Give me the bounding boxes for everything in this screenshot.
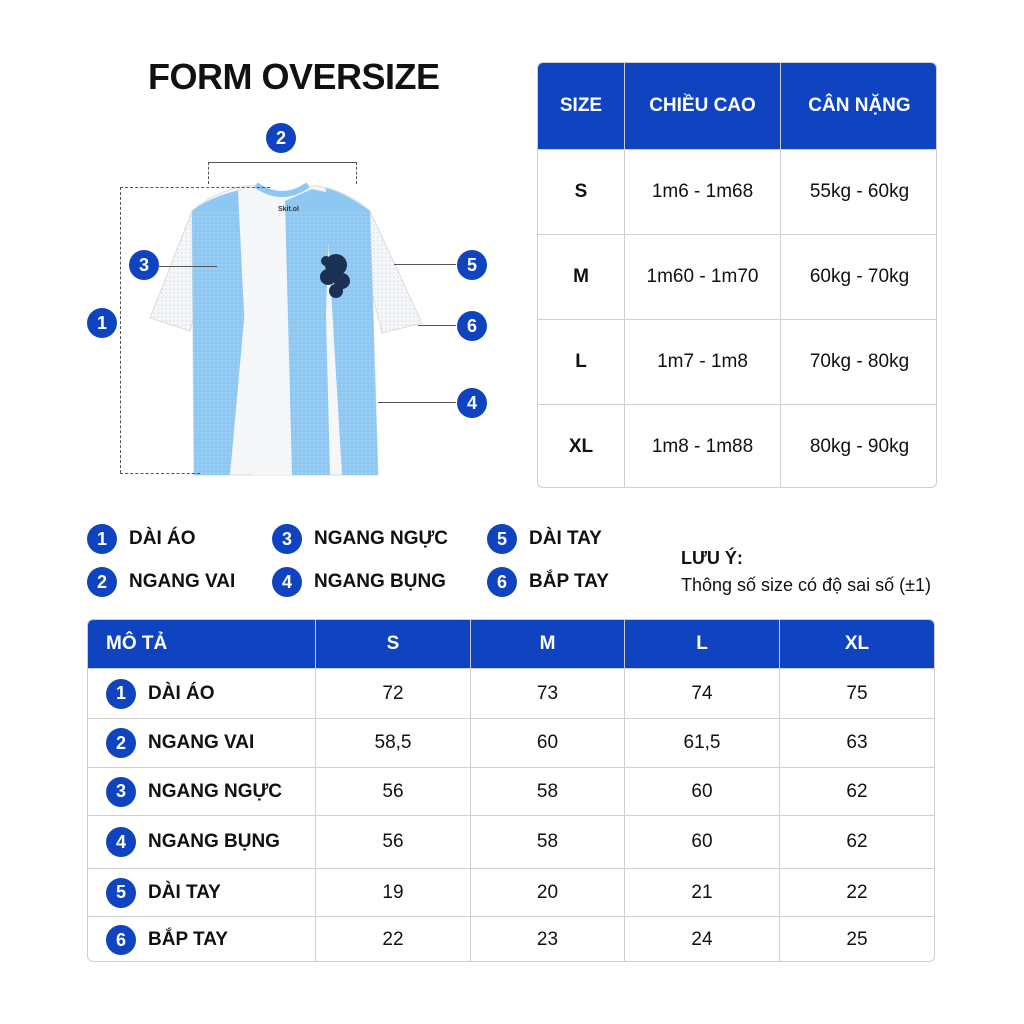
row-description [88,916,316,962]
row-label: DÀI TAY [148,881,221,903]
weight-cell: 70kg - 80kg [781,319,937,404]
value-cell: 56 [316,815,471,868]
size-l-header: L [625,620,780,668]
size-header: SIZE [538,63,625,149]
weight-cell: 80kg - 90kg [781,404,937,488]
row-number: 4 [106,827,136,857]
value-cell: 56 [316,767,471,815]
row-description [88,718,316,767]
row-number: 1 [106,679,136,709]
legend-label: NGANG BỤNG [314,571,446,592]
legend-label: DÀI TAY [529,528,602,549]
legend-number: 5 [487,524,517,554]
shirt-illustration [80,115,500,495]
size-s-header: S [316,620,471,668]
size-chart-table [537,62,937,488]
value-cell: 60 [625,767,780,815]
height-header: CHIỀU CAO [625,63,781,149]
row-label: NGANG NGỰC [148,780,282,802]
size-cell: M [538,234,625,319]
legend-label: NGANG VAI [129,571,236,592]
legend-item-1 [87,524,196,554]
measurement-table [87,619,935,962]
legend-label: BẮP TAY [529,571,609,592]
size-xl-header: XL [780,620,934,668]
marker-2: 2 [266,123,296,153]
legend-number: 6 [487,567,517,597]
legend-item-5 [487,524,602,554]
waist-line [378,402,456,403]
row-label: BẮP TAY [148,929,228,950]
value-cell: 72 [316,668,471,718]
height-cell: 1m6 - 1m68 [625,149,781,234]
marker-1: 1 [87,308,117,338]
page-title: FORM OVERSIZE [148,56,440,97]
row-label: NGANG VAI [148,732,255,753]
value-cell: 24 [625,916,780,962]
row-label: NGANG BỤNG [148,831,280,852]
value-cell: 73 [471,668,625,718]
weight-cell: 60kg - 70kg [781,234,937,319]
value-cell: 62 [780,767,934,815]
height-cell: 1m7 - 1m8 [625,319,781,404]
value-cell: 74 [625,668,780,718]
bicep-line [418,325,456,326]
legend-number: 2 [87,567,117,597]
value-cell: 25 [780,916,934,962]
row-number: 3 [106,777,136,807]
row-description [88,815,316,868]
size-cell: XL [538,404,625,488]
legend-number: 4 [272,567,302,597]
height-cell: 1m8 - 1m88 [625,404,781,488]
row-description [88,868,316,916]
length-line-bottom [120,473,200,474]
value-cell: 20 [471,868,625,916]
value-cell: 22 [780,868,934,916]
legend-label: NGANG NGỰC [314,528,448,549]
length-line [120,187,121,473]
value-cell: 61,5 [625,718,780,767]
value-cell: 60 [625,815,780,868]
value-cell: 19 [316,868,471,916]
row-description [88,767,316,815]
shirt-diagram [80,115,500,495]
length-line-top [120,187,270,188]
row-number: 6 [106,925,136,955]
shoulder-line [208,162,356,163]
row-label: DÀI ÁO [148,682,215,704]
description-header: MÔ TẢ [88,620,316,668]
value-cell: 58 [471,815,625,868]
legend-item-4 [272,567,446,597]
note-title: LƯU Ý: [681,548,743,568]
row-description [88,668,316,718]
value-cell: 63 [780,718,934,767]
legend-label: DÀI ÁO [129,528,196,549]
value-cell: 22 [316,916,471,962]
value-cell: 58,5 [316,718,471,767]
size-cell: S [538,149,625,234]
marker-6: 6 [457,311,487,341]
size-cell: L [538,319,625,404]
note-text: Thông số size có độ sai số (±1) [681,575,931,595]
chest-line [159,266,217,267]
value-cell: 23 [471,916,625,962]
legend-number: 3 [272,524,302,554]
marker-4: 4 [457,388,487,418]
weight-header: CÂN NẶNG [781,63,937,149]
shoulder-line-left-tick [208,162,209,184]
legend-item-6 [487,567,609,597]
row-number: 2 [106,728,136,758]
shoulder-line-right-tick [356,162,357,184]
size-m-header: M [471,620,625,668]
value-cell: 75 [780,668,934,718]
value-cell: 58 [471,767,625,815]
marker-5: 5 [457,250,487,280]
value-cell: 60 [471,718,625,767]
neck-tag: Skit.ol [278,206,300,213]
value-cell: 21 [625,868,780,916]
marker-3: 3 [129,250,159,280]
value-cell: 62 [780,815,934,868]
height-cell: 1m60 - 1m70 [625,234,781,319]
legend-item-2 [87,567,235,597]
sleeve-length-line [394,264,456,265]
legend-number: 1 [87,524,117,554]
legend-item-3 [272,524,448,554]
row-number: 5 [106,878,136,908]
weight-cell: 55kg - 60kg [781,149,937,234]
